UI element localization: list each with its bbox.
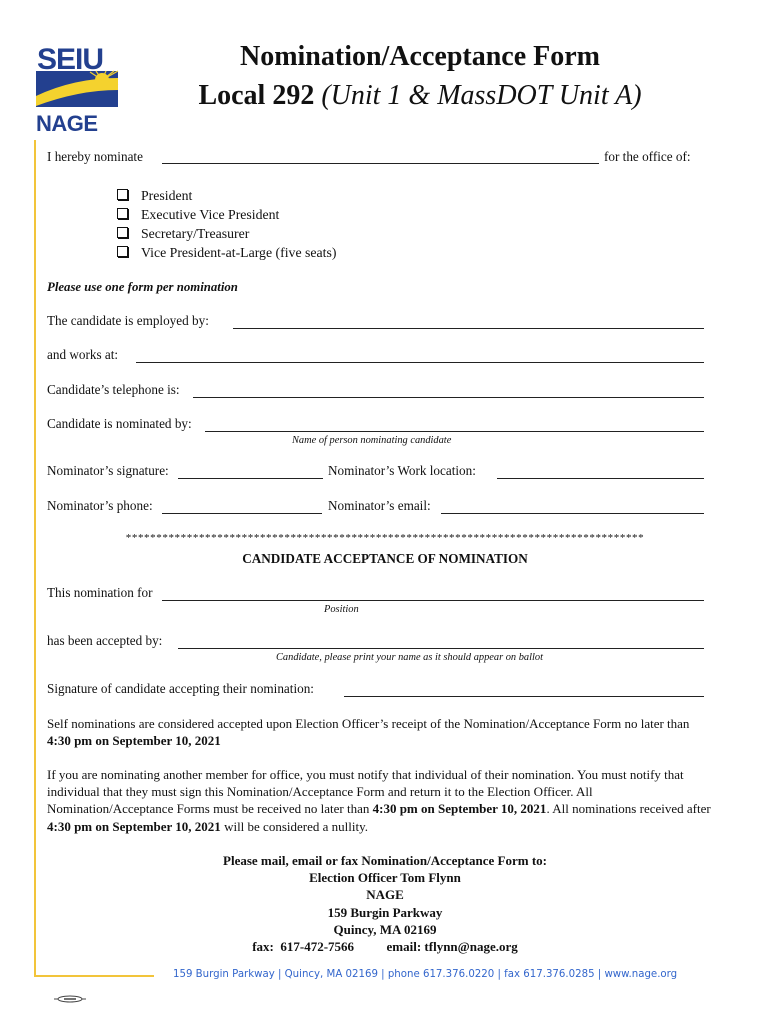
nominator-email-label: Nominator’s email: bbox=[328, 498, 431, 513]
deadline-text: 4:30 pm on September 10, 2021 bbox=[47, 733, 221, 749]
nominator-work-location-field[interactable] bbox=[497, 465, 704, 479]
telephone-label: Candidate’s telephone is: bbox=[47, 382, 180, 397]
nominator-email-field[interactable] bbox=[441, 500, 704, 514]
employed-by-field[interactable] bbox=[233, 315, 704, 329]
bottom-rule bbox=[34, 975, 154, 977]
nominated-by-caption: Name of person nominating candidate bbox=[292, 435, 452, 446]
office-option-president[interactable] bbox=[117, 187, 192, 205]
office-label: President bbox=[141, 188, 193, 203]
unit-description: (Unit 1 & MassDOT Unit A) bbox=[321, 80, 642, 111]
deadline-text: 4:30 pm on September 10, 2021 bbox=[47, 818, 221, 834]
nominated-by-label: Candidate is nominated by: bbox=[47, 416, 192, 431]
nominee-name-field[interactable] bbox=[162, 150, 599, 164]
position-field[interactable] bbox=[162, 587, 704, 601]
city-state-zip: Quincy, MA 02169 bbox=[333, 921, 437, 937]
page-title: Nomination/Acceptance Form bbox=[239, 41, 601, 72]
nominator-phone-field[interactable] bbox=[162, 500, 322, 514]
nominate-suffix: for the office of: bbox=[604, 149, 691, 164]
nage-logo bbox=[34, 38, 120, 134]
candidate-signature-label: Signature of candidate accepting their nomination: bbox=[47, 681, 314, 696]
svg-text:NAGE: NAGE bbox=[36, 111, 98, 134]
one-form-note: Please use one form per nomination bbox=[47, 280, 238, 294]
nominator-signature-label: Nominator’s signature: bbox=[47, 463, 169, 478]
svg-text:SEIU: SEIU bbox=[37, 43, 104, 76]
nominator-work-location-label: Nominator’s Work location: bbox=[328, 463, 476, 478]
nominator-signature-field[interactable] bbox=[178, 465, 323, 479]
nominated-by-field[interactable] bbox=[205, 418, 704, 432]
position-caption: Position bbox=[324, 604, 359, 615]
mail-instructions bbox=[47, 852, 723, 955]
election-officer-name: Election Officer Tom Flynn bbox=[309, 870, 461, 886]
telephone-field[interactable] bbox=[193, 384, 704, 398]
left-rule bbox=[34, 140, 36, 976]
asterisk-separator: ************************************************************************************* bbox=[125, 532, 645, 544]
office-option-vp-at-large[interactable] bbox=[117, 244, 336, 262]
office-label: Vice President-at-Large (five seats) bbox=[141, 245, 337, 260]
street-address: 159 Burgin Parkway bbox=[327, 904, 443, 920]
works-at-label: and works at: bbox=[47, 347, 119, 362]
union-bug-icon bbox=[52, 991, 88, 1001]
office-label: Executive Vice President bbox=[141, 207, 280, 222]
contact-line bbox=[47, 938, 723, 955]
checkbox-icon[interactable] bbox=[117, 189, 128, 200]
self-nomination-paragraph: Self nominations are considered accepted upon Election Officer’s receipt of the Nomination/Acceptance Form no later than 4:30 pm on September 10, 2021 bbox=[47, 716, 690, 749]
accepted-by-caption: Candidate, please print your name as it should appear on ballot bbox=[276, 652, 543, 663]
accepted-by-field[interactable] bbox=[178, 635, 704, 649]
office-label: Secretary/Treasurer bbox=[141, 226, 250, 241]
checkbox-icon[interactable] bbox=[117, 246, 128, 257]
deadline-text: 4:30 pm on September 10, 2021 bbox=[372, 801, 547, 817]
office-option-secretary-treasurer[interactable] bbox=[117, 225, 249, 243]
fax-number: fax: 617-472-7566 bbox=[252, 939, 355, 955]
employed-by-label: The candidate is employed by: bbox=[47, 313, 209, 328]
office-option-executive-vp[interactable] bbox=[117, 206, 279, 224]
org-name: NAGE bbox=[366, 887, 404, 903]
checkbox-icon[interactable] bbox=[117, 227, 128, 238]
this-nomination-for-label: This nomination for bbox=[47, 585, 153, 600]
nominate-prefix: I hereby nominate bbox=[47, 149, 143, 164]
local-number: Local 292 bbox=[198, 80, 315, 111]
seiu-nage-logo-graphic bbox=[34, 38, 120, 134]
footer-contact: 159 Burgin Parkway | Quincy, MA 02169 | phone 617.376.0220 | fax 617.376.0285 | www.nage.org bbox=[173, 969, 678, 980]
acceptance-heading: CANDIDATE ACCEPTANCE OF NOMINATION bbox=[242, 551, 528, 566]
accepted-by-label: has been accepted by: bbox=[47, 633, 163, 648]
email-address[interactable]: email: tflynn@nage.org bbox=[386, 939, 518, 955]
candidate-signature-field[interactable] bbox=[344, 683, 704, 697]
checkbox-icon[interactable] bbox=[117, 208, 128, 219]
nomination-notice-paragraph: If you are nominating another member for office, you must notify that individual of their nomination. You must notify that individual that they must sign this Nomination/Acceptance Form and return it to the Election Officer. All Nomination/Acceptance Forms must be received no later than 4:30 pm on September 10, 2021. All nominations received after 4:30 pm on September 10, 2021 will be considered a nullity. bbox=[47, 767, 711, 834]
page-subtitle bbox=[130, 79, 710, 113]
mail-line: Please mail, email or fax Nomination/Acceptance Form to: bbox=[223, 853, 547, 868]
nominator-phone-label: Nominator’s phone: bbox=[47, 498, 153, 513]
works-at-field[interactable] bbox=[136, 349, 704, 363]
